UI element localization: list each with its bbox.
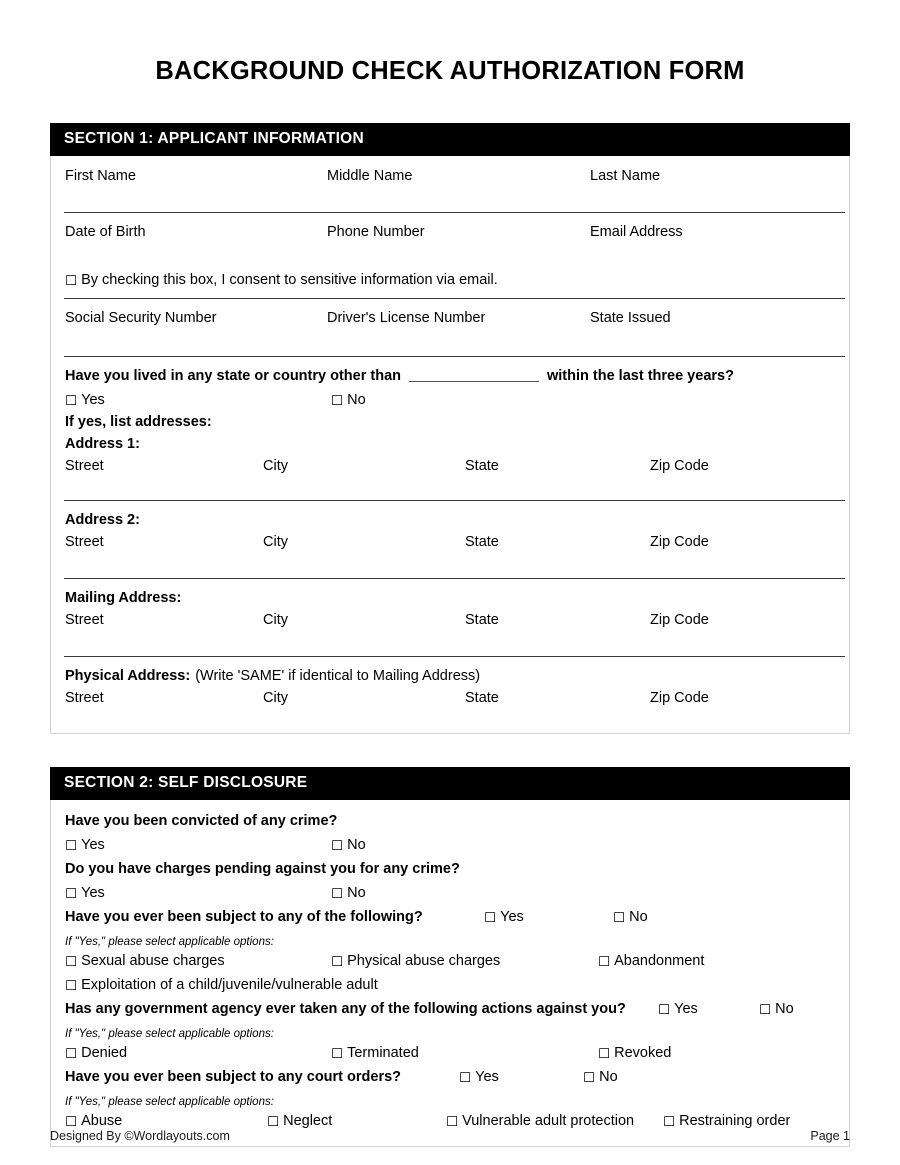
section-1 <box>50 123 850 734</box>
government-no-checkbox[interactable]: ☐ <box>759 1002 772 1019</box>
residence-yes-checkbox[interactable]: ☐ <box>65 393 78 410</box>
court-orders-note-row <box>65 1090 835 1110</box>
email-consent-label: By checking this box, I consent to sensitive information via email. <box>81 272 498 289</box>
page-title: BACKGROUND CHECK AUTHORIZATION FORM <box>155 57 745 85</box>
self-disclosure-block <box>51 800 849 1146</box>
last-name-label: Last Name <box>590 168 661 185</box>
following-yes-label: Yes <box>500 909 524 926</box>
court-orders-yes-option[interactable] <box>459 1066 499 1089</box>
name-row <box>65 165 835 187</box>
address1-heading: Address 1: <box>65 436 140 453</box>
convicted-question-row <box>65 810 835 834</box>
footer-page-number: Page 1 <box>810 1129 850 1143</box>
residence-no-checkbox[interactable]: ☐ <box>331 393 344 410</box>
court-orders-yes-checkbox[interactable]: ☐ <box>459 1070 472 1087</box>
residence-question-row <box>65 365 835 389</box>
section-2 <box>50 767 850 1147</box>
if-yes-list-addresses: If yes, list addresses: <box>65 414 212 431</box>
mailing-address-block <box>51 577 849 655</box>
government-option-revoked-checkbox[interactable]: ☐ <box>598 1046 611 1063</box>
court-orders-yes-label: Yes <box>475 1069 499 1086</box>
footer-designed-by: Designed By ©Wordlayouts.com <box>50 1129 230 1143</box>
convicted-yes-checkbox[interactable]: ☐ <box>65 838 78 855</box>
government-option-revoked-label: Revoked <box>614 1045 672 1062</box>
following-option-physical-abuse-label: Physical abuse charges <box>347 953 501 970</box>
following-options-row-2 <box>65 974 835 998</box>
residence-yes-no-row <box>65 389 835 411</box>
court-orders-question-row <box>65 1066 835 1090</box>
mailing-fields-row <box>65 609 835 631</box>
pending-yes-checkbox[interactable]: ☐ <box>65 886 78 903</box>
following-no-label: No <box>629 909 648 926</box>
following-option-physical-abuse[interactable] <box>331 950 500 973</box>
government-option-terminated[interactable] <box>331 1042 419 1065</box>
following-option-physical-abuse-checkbox[interactable]: ☐ <box>331 954 344 971</box>
email-consent-row[interactable] <box>65 269 835 291</box>
following-question-row <box>65 906 835 930</box>
mailing-city-label: City <box>263 612 288 629</box>
convicted-no-option[interactable] <box>331 834 366 857</box>
pending-question: Do you have charges pending against you for any crime? <box>65 861 460 878</box>
pending-yes-label: Yes <box>81 885 105 902</box>
section-1-header: SECTION 1: APPLICANT INFORMATION <box>50 123 850 156</box>
government-option-denied-checkbox[interactable]: ☐ <box>65 1046 78 1063</box>
email-address-label: Email Address <box>590 224 683 241</box>
applicant-contact-block <box>51 211 849 297</box>
state-issued-label: State Issued <box>590 310 671 327</box>
physical-zip-label: Zip Code <box>650 690 709 707</box>
address1-street-label: Street <box>65 458 104 475</box>
id-row <box>65 307 835 329</box>
mailing-zip-label: Zip Code <box>650 612 709 629</box>
address1-fields-row <box>65 455 835 477</box>
court-orders-option-neglect-label: Neglect <box>283 1113 333 1130</box>
court-orders-note: If "Yes," please select applicable options: <box>65 1096 274 1109</box>
convicted-answer-row <box>65 834 835 858</box>
court-orders-question: Have you ever been subject to any court orders? <box>65 1069 402 1086</box>
physical-fields-row <box>65 687 835 709</box>
address2-fields-row <box>65 531 835 553</box>
pending-no-option[interactable] <box>331 882 366 905</box>
following-option-sexual-abuse[interactable] <box>65 950 225 973</box>
address1-state-label: State <box>465 458 499 475</box>
government-question: Has any government agency ever taken any of the following actions against you? <box>65 1001 626 1018</box>
section-2-table <box>50 800 850 1147</box>
mailing-address-heading: Mailing Address: <box>65 590 182 607</box>
residence-yes-option[interactable] <box>65 389 105 412</box>
physical-city-label: City <box>263 690 288 707</box>
address1-zip-label: Zip Code <box>650 458 709 475</box>
physical-address-heading: Physical Address: <box>65 668 191 685</box>
pending-question-row <box>65 858 835 882</box>
section-2-header: SECTION 2: SELF DISCLOSURE <box>50 767 850 800</box>
following-note: If "Yes," please select applicable options: <box>65 936 274 949</box>
pending-no-label: No <box>347 885 366 902</box>
phone-number-label: Phone Number <box>327 224 425 241</box>
court-orders-option-abuse-checkbox[interactable]: ☐ <box>65 1114 78 1131</box>
convicted-no-label: No <box>347 837 366 854</box>
following-options-row-1 <box>65 950 835 974</box>
pending-no-checkbox[interactable]: ☐ <box>331 886 344 903</box>
physical-heading-row <box>65 665 835 687</box>
first-name-label: First Name <box>65 168 136 185</box>
following-option-exploitation[interactable] <box>65 974 378 997</box>
residence-no-option[interactable] <box>331 389 366 412</box>
court-orders-no-label: No <box>599 1069 618 1086</box>
government-question-row <box>65 998 835 1022</box>
government-note: If "Yes," please select applicable options: <box>65 1028 274 1041</box>
court-orders-option-vulnerable-adult-checkbox[interactable]: ☐ <box>446 1114 459 1131</box>
government-option-denied[interactable] <box>65 1042 127 1065</box>
residence-yes-label: Yes <box>81 392 105 409</box>
physical-address-hint: (Write 'SAME' if identical to Mailing Address) <box>195 668 481 685</box>
following-option-sexual-abuse-label: Sexual abuse charges <box>81 953 225 970</box>
residence-question-after: within the last three years? <box>547 368 734 385</box>
following-yes-option[interactable] <box>484 906 524 929</box>
section-1-table <box>50 156 850 734</box>
government-yes-option[interactable] <box>658 998 698 1021</box>
following-no-checkbox[interactable]: ☐ <box>613 910 626 927</box>
ssn-label: Social Security Number <box>65 310 217 327</box>
court-orders-option-neglect-checkbox[interactable]: ☐ <box>267 1114 280 1131</box>
following-no-option[interactable] <box>613 906 648 929</box>
physical-street-label: Street <box>65 690 104 707</box>
following-option-exploitation-checkbox[interactable]: ☐ <box>65 978 78 995</box>
court-orders-no-checkbox[interactable]: ☐ <box>583 1070 596 1087</box>
following-option-exploitation-label: Exploitation of a child/juvenile/vulnerable adult <box>81 977 378 994</box>
residence-question-before: Have you lived in any state or country other than <box>65 368 401 385</box>
drivers-license-label: Driver's License Number <box>327 310 486 327</box>
government-option-denied-label: Denied <box>81 1045 128 1062</box>
pending-answer-row <box>65 882 835 906</box>
following-note-row <box>65 930 835 950</box>
mailing-heading-row <box>65 587 835 609</box>
address2-state-label: State <box>465 534 499 551</box>
address2-block <box>51 499 849 577</box>
page-footer <box>50 1129 850 1143</box>
address2-heading: Address 2: <box>65 512 140 529</box>
physical-address-block <box>51 655 849 733</box>
following-option-sexual-abuse-checkbox[interactable]: ☐ <box>65 954 78 971</box>
residence-no-label: No <box>347 392 366 409</box>
following-yes-checkbox[interactable]: ☐ <box>484 910 497 927</box>
following-question: Have you ever been subject to any of the following? <box>65 909 423 926</box>
convicted-question: Have you been convicted of any crime? <box>65 813 338 830</box>
government-note-row <box>65 1022 835 1042</box>
following-option-abandonment[interactable] <box>598 950 704 973</box>
convicted-no-checkbox[interactable]: ☐ <box>331 838 344 855</box>
residence-history-block <box>51 355 849 499</box>
government-no-option[interactable] <box>759 998 794 1021</box>
government-yes-label: Yes <box>674 1001 698 1018</box>
mailing-street-label: Street <box>65 612 104 629</box>
court-orders-option-abuse-label: Abuse <box>81 1113 123 1130</box>
convicted-yes-label: Yes <box>81 837 105 854</box>
address2-heading-row <box>65 509 835 531</box>
government-options-row <box>65 1042 835 1066</box>
middle-name-label: Middle Name <box>327 168 413 185</box>
address1-heading-row <box>65 433 835 455</box>
address2-street-label: Street <box>65 534 104 551</box>
email-consent-checkbox[interactable]: ☐ <box>65 273 78 290</box>
court-orders-option-restraining-order-checkbox[interactable]: ☐ <box>663 1114 676 1131</box>
following-option-abandonment-label: Abandonment <box>614 953 705 970</box>
convicted-yes-option[interactable] <box>65 834 105 857</box>
residence-question-blank-line[interactable] <box>409 367 539 382</box>
government-option-terminated-checkbox[interactable]: ☐ <box>331 1046 344 1063</box>
court-orders-option-vulnerable-adult-label: Vulnerable adult protection <box>462 1113 635 1130</box>
government-option-revoked[interactable] <box>598 1042 671 1065</box>
address2-zip-label: Zip Code <box>650 534 709 551</box>
government-no-label: No <box>775 1001 794 1018</box>
address2-city-label: City <box>263 534 288 551</box>
government-yes-checkbox[interactable]: ☐ <box>658 1002 671 1019</box>
date-of-birth-label: Date of Birth <box>65 224 146 241</box>
physical-state-label: State <box>465 690 499 707</box>
following-option-abandonment-checkbox[interactable]: ☐ <box>598 954 611 971</box>
government-option-terminated-label: Terminated <box>347 1045 419 1062</box>
court-orders-option-restraining-order-label: Restraining order <box>679 1113 791 1130</box>
applicant-name-block <box>51 156 849 211</box>
contact-row <box>65 221 835 243</box>
mailing-state-label: State <box>465 612 499 629</box>
applicant-id-block <box>51 297 849 355</box>
address1-city-label: City <box>263 458 288 475</box>
pending-yes-option[interactable] <box>65 882 105 905</box>
court-orders-no-option[interactable] <box>583 1066 618 1089</box>
